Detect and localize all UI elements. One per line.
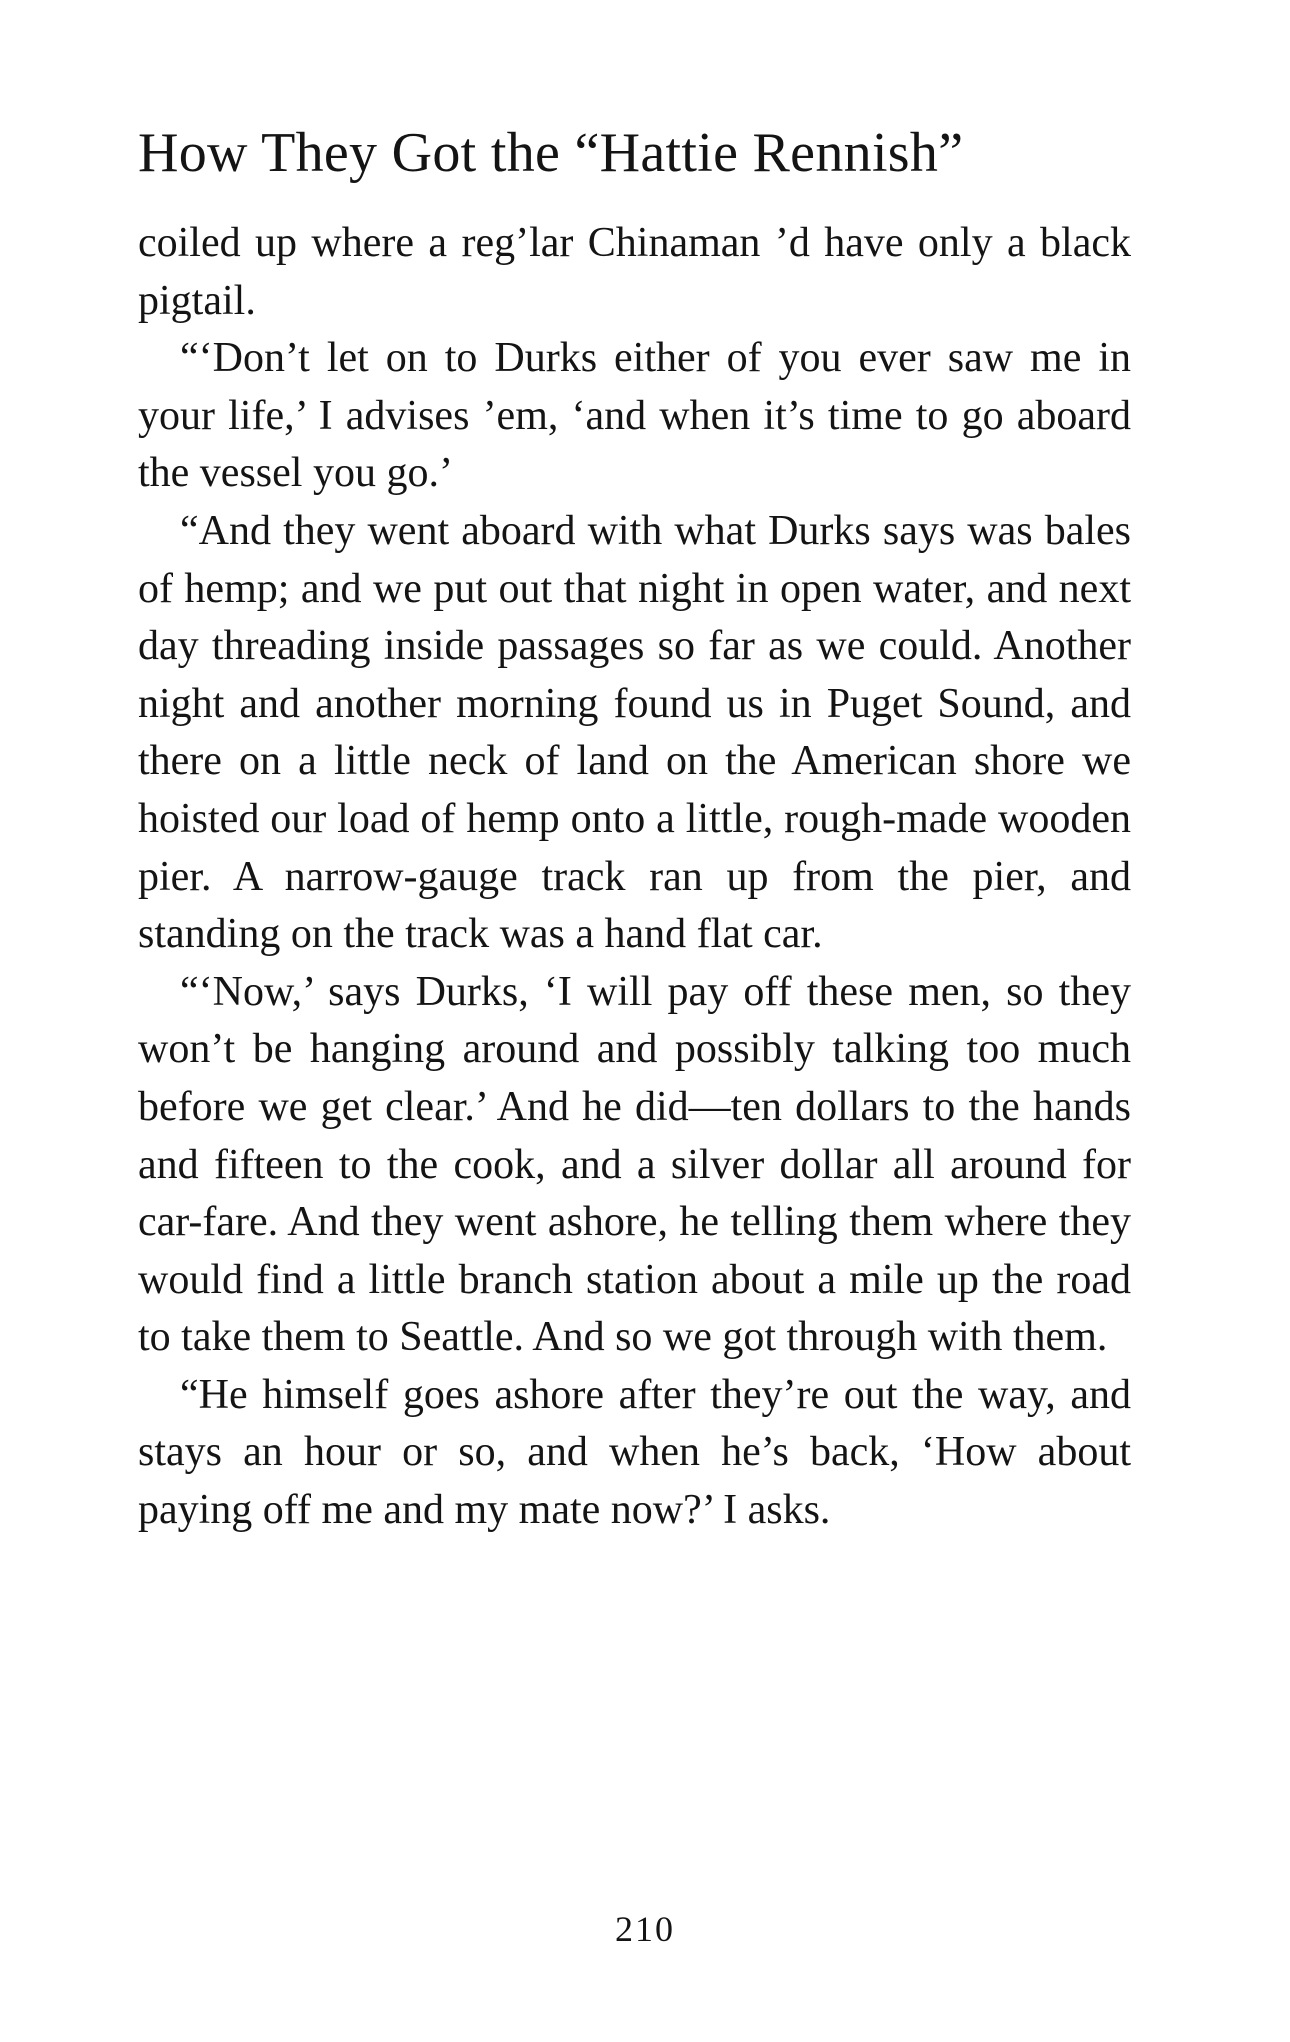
paragraph: “‘Don’t let on to Durks either of you ever saw me in your life,’ I advises ’em, ‘and when it’s time to go aboard the vessel you go.’: [138, 335, 1131, 497]
paragraph: “And they went aboard with what Durks says was bales of hemp; and we put out that night in open water, and next day threading inside passages so far as we could. Another night and another morning found us in Puget Sound, and there on a little neck of land on the American shore we hoisted our load of hemp onto a little, rough-made wooden pier. A narrow-gauge track ran up from the pier, and standing on the track was a hand flat car.: [138, 507, 1131, 958]
paragraph-continued: coiled up where a reg’lar Chinaman ’d have only a black pigtail.: [138, 220, 1131, 324]
paragraph: “He himself goes ashore after they’re out the way, and stays an hour or so, and when he’s back, ‘How about paying off me and my mate now?’ I asks.: [138, 1371, 1131, 1534]
body-text: [138, 215, 1131, 1540]
paragraph: “‘Now,’ says Durks, ‘I will pay off these men, so they won’t be hanging around and possibly talking too much before we get clear.’ And he did—ten dollars to the hands and fifteen to the cook, and a silver dollar all around for car-fare. And they went ashore, he telling them where they would find a little branch station about a mile up the road to take them to Seattle. And so we got through with them.: [138, 968, 1131, 1361]
running-head: How They Got the “Hattie Rennish”: [138, 122, 964, 184]
page-number: 210: [615, 1909, 675, 1949]
